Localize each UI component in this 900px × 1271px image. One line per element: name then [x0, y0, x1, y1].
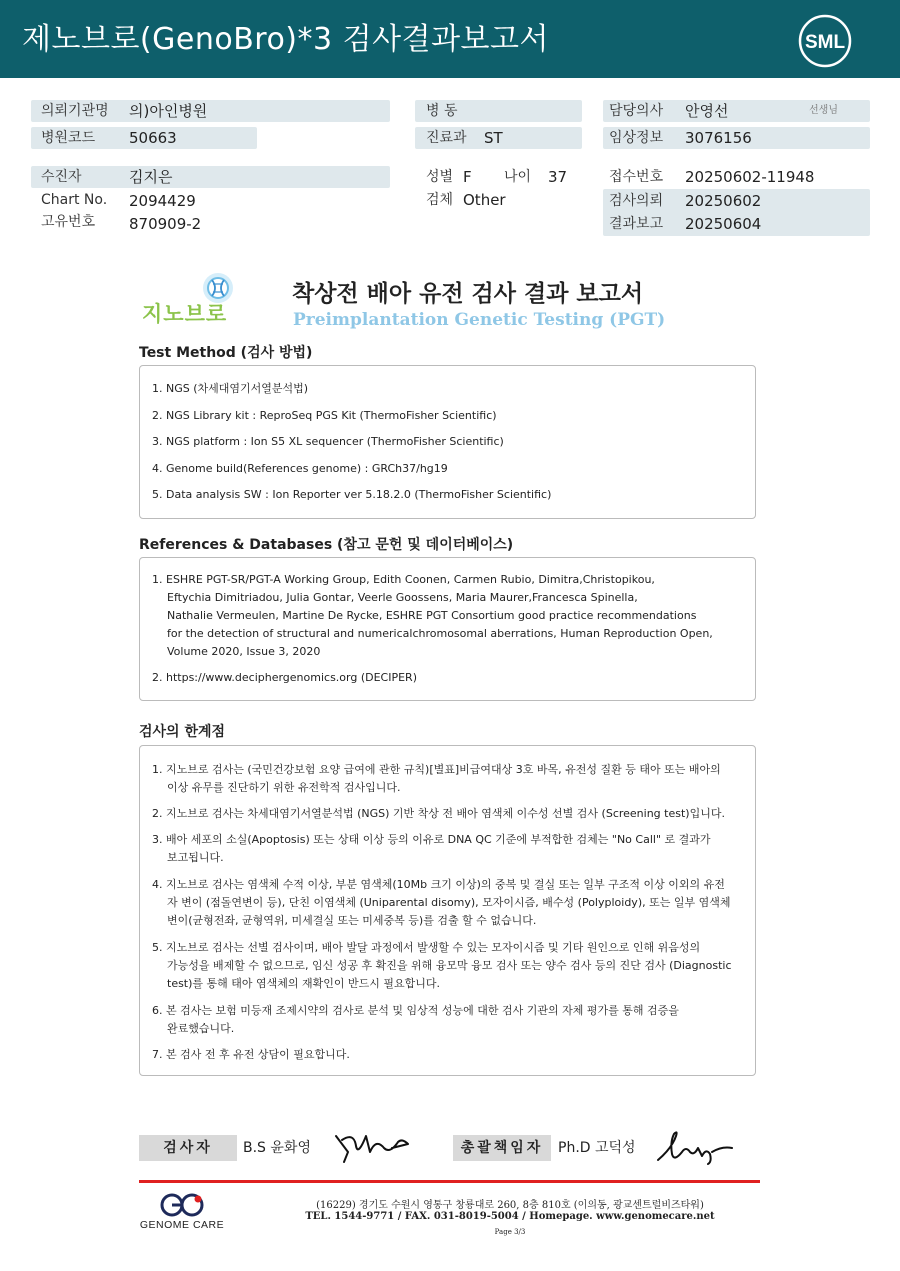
limit-line: 변이(균형전좌, 균형역위, 미세결실 또는 미세중복 등)를 검출 할 수 없습니다. — [167, 914, 537, 927]
reported-label: 결과보고 — [609, 216, 664, 232]
reference-line: 1. ESHRE PGT-SR/PGT-A Working Group, Edith Coonen, Carmen Rubio, Dimitra,Christopikou, — [152, 573, 655, 586]
director-signature-icon — [654, 1126, 736, 1166]
reference-line: Eftychia Dimitriadou, Julia Gontar, Veerle Goossens, Maria Maurer,Francesca Spinella, — [167, 591, 638, 604]
chart-label: Chart No. — [41, 192, 108, 208]
patient-value: 김지은 — [129, 168, 173, 186]
reference-line: for the detection of structural and numericalchromosomal aberrations, Human Reproduction Open, — [167, 627, 713, 640]
genome-care-logo-text: GENOME CARE — [139, 1219, 225, 1231]
clinical-label: 임상정보 — [609, 130, 664, 146]
reported-value: 20250604 — [685, 215, 762, 233]
method-item: 3. NGS platform : Ion S5 XL sequencer (ThermoFisher Scientific) — [152, 435, 504, 448]
limit-line: 자 변이 (점돌연변이 등), 단친 이염색체 (Uniparental disomy), 모자이시즘, 배수성 (Polyploidy), 또는 일부 염색체 — [167, 896, 731, 909]
dept-label: 진료과 — [426, 130, 467, 146]
references-heading: References & Databases (참고 문헌 및 데이터베이스) — [139, 537, 514, 553]
receipt-label: 접수번호 — [609, 169, 664, 185]
page-number: Page 3/3 — [494, 1228, 526, 1236]
genobro-logo-text: 지노브로 — [142, 302, 228, 326]
sex-value: F — [463, 168, 472, 186]
limits-heading: 검사의 한계점 — [139, 724, 226, 740]
uid-label: 고유번호 — [41, 214, 96, 230]
limit-line: 3. 배아 세포의 소실(Apoptosis) 또는 상태 이상 등의 이유로 DNA QC 기준에 부적합한 검체는 "No Call" 로 결과가 — [152, 833, 711, 846]
specimen-value: Other — [463, 191, 506, 209]
director-label: 총괄책임자 — [453, 1135, 551, 1161]
code-value: 50663 — [129, 129, 177, 147]
limit-line: 이상 유무를 진단하기 위한 유전학적 검사입니다. — [167, 781, 401, 794]
tester-name: B.S 윤화영 — [243, 1140, 311, 1156]
tester-label: 검사자 — [139, 1135, 237, 1161]
director-name: Ph.D 고덕성 — [558, 1140, 636, 1156]
method-item: 4. Genome build(References genome) : GRCh37/hg19 — [152, 462, 448, 475]
limits-box — [139, 745, 756, 1076]
report-header — [0, 0, 900, 78]
dept-value: ST — [484, 129, 503, 147]
genome-care-logo-icon — [136, 1190, 228, 1232]
limit-line: 보고됩니다. — [167, 851, 224, 864]
tester-signature-icon — [332, 1126, 412, 1166]
requested-label: 검사의뢰 — [609, 193, 664, 209]
limit-line: 1. 지노브로 검사는 (국민건강보험 요양 급여에 관한 규칙)[별표]비급여대상 3호 바목, 유전성 질환 등 태아 또는 배아의 — [152, 763, 721, 776]
age-label: 나이 — [504, 169, 532, 185]
footer-contact: TEL. 1544-9771 / FAX. 031-8019-5004 / Homepage. www.genomecare.net — [305, 1211, 715, 1222]
limit-line: 가능성을 배제할 수 없으므로, 임신 성공 후 확진을 위해 융모막 융모 검사 또는 양수 검사 등의 진단 검사 (Diagnostic — [167, 959, 732, 972]
chart-value: 2094429 — [129, 192, 196, 210]
report-title-kr: 착상전 배아 유전 검사 결과 보고서 — [292, 281, 644, 307]
patient-label: 수진자 — [41, 169, 82, 185]
method-heading: Test Method (검사 방법) — [139, 345, 313, 361]
uid-value: 870909-2 — [129, 215, 202, 233]
ward-label: 병 동 — [426, 103, 458, 119]
method-item: 2. NGS Library kit : ReproSeq PGS Kit (ThermoFisher Scientific) — [152, 409, 497, 422]
method-box — [139, 365, 756, 519]
clinical-value: 3076156 — [685, 129, 752, 147]
patient-row — [31, 166, 390, 188]
limit-line: test)를 통해 태아 염색체의 재확인이 반드시 필요합니다. — [167, 977, 441, 990]
doctor-label: 담당의사 — [609, 103, 664, 119]
reference-link[interactable]: 2. https://www.deciphergenomics.org (DECIPER) — [152, 671, 417, 684]
code-label: 병원코드 — [41, 130, 96, 146]
limit-line: 6. 본 검사는 보험 미등재 조제시약의 검사로 분석 및 임상적 성능에 대한 검사 기관의 자체 평가를 통해 검증을 — [152, 1004, 679, 1017]
limit-line: 4. 지노브로 검사는 염색체 수적 이상, 부분 염색체(10Mb 크기 이상)의 중복 및 결실 또는 일부 구조적 이상 이외의 유전 — [152, 878, 725, 891]
limit-line: 2. 지노브로 검사는 차세대염기서열분석법 (NGS) 기반 착상 전 배아 염색체 이수성 선별 검사 (Screening test)입니다. — [152, 807, 725, 820]
age-value: 37 — [548, 168, 568, 186]
report-header-title: 제노브로(GenoBro)*3 검사결과보고서 — [22, 22, 549, 57]
footer-divider — [139, 1180, 760, 1183]
sml-logo-icon — [798, 14, 852, 68]
receipt-value: 20250602-11948 — [685, 168, 815, 186]
hospital-value: 의)아인병원 — [129, 102, 208, 120]
specimen-label: 검체 — [426, 192, 454, 208]
limit-line: 완료했습니다. — [167, 1022, 235, 1035]
references-box — [139, 557, 756, 701]
method-item: 5. Data analysis SW : Ion Reporter ver 5.18.2.0 (ThermoFisher Scientific) — [152, 488, 552, 501]
hospital-label: 의뢰기관명 — [41, 103, 109, 119]
doctor-suffix: 선생님 — [809, 105, 838, 116]
requested-value: 20250602 — [685, 192, 762, 210]
footer-address: (16229) 경기도 수원시 영통구 창룡대로 260, 8층 810호 (이의동, 광교센트럴비즈타워) — [316, 1200, 704, 1211]
genobro-logo-icon — [140, 266, 252, 328]
reference-line: Nathalie Vermeulen, Martine De Rycke, ESHRE PGT Consortium good practice recommendations — [167, 609, 697, 622]
reference-line: Volume 2020, Issue 3, 2020 — [167, 645, 321, 658]
limit-line: 5. 지노브로 검사는 선별 검사이며, 배아 발달 과정에서 발생할 수 있는 모자이시즘 및 기타 원인으로 인해 위음성의 — [152, 941, 701, 954]
doctor-value: 안영선 — [685, 102, 729, 120]
method-item: 1. NGS (차세대염기서열분석법) — [152, 382, 309, 395]
sex-label: 성별 — [426, 169, 454, 185]
report-title-en: Preimplantation Genetic Testing (PGT) — [293, 310, 666, 330]
limit-line: 7. 본 검사 전 후 유전 상담이 필요합니다. — [152, 1048, 350, 1061]
sml-logo-text: SML — [804, 32, 846, 53]
